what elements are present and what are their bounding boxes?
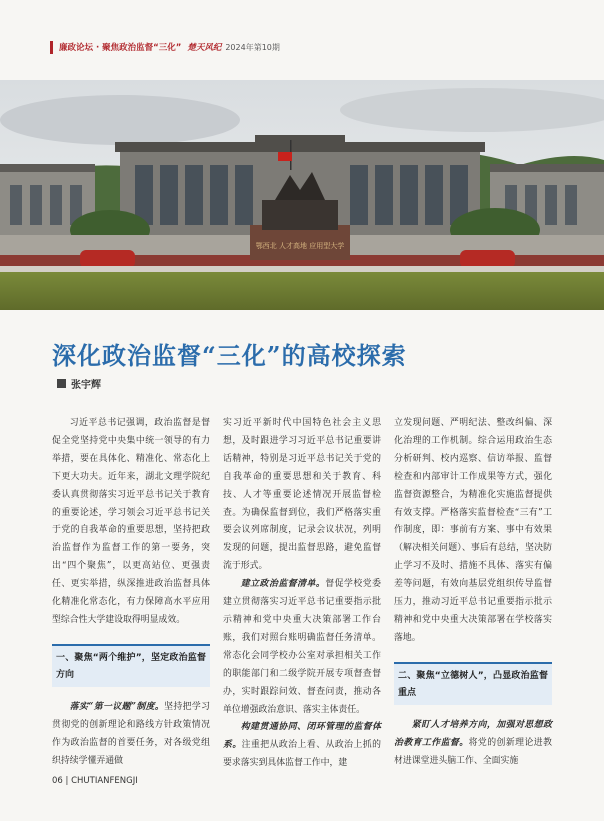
paragraph-lead: 落实“第一议题”制度。 (69, 701, 165, 712)
paragraph: 立发现问题、严明纪法、整改纠偏、深化治理的工作机制。综合运用政治生态分析研判、校内巡察、信访举报、监督检查和内部审计工作成果等方式，强化监督资源整合，为精准化实施监督提供有效支撑。严格落实监督检查“三有”工作制度，即：事前有方案、事中有效果（解决相关问题）、事后有总结，坚决防止学习不及时、措施不具体、落实有偏差等问题，有效向基层党组织传导监督压力，推动习近平总书记重要指示批示精神和党中央重大决策部署在学校落实落地。 (394, 418, 552, 643)
header-accent-bar (50, 41, 53, 54)
author-byline (57, 376, 101, 391)
header-section: 廉政论坛 · 聚焦政治监督“三化” (59, 43, 182, 53)
paragraph-lead: 建立政治监督清单。 (240, 579, 326, 590)
section-heading: 一、聚焦“两个维护”，坚定政治监督方向 (52, 644, 210, 687)
paragraph (223, 719, 381, 773)
paragraph (394, 717, 552, 771)
paragraph: 实习近平新时代中国特色社会主义思想，及时跟进学习习近平总书记重要讲话精神，特别是习近平总书记关于党的自我革命的重要思想和关于教育、科技、人才等重要论述情况开展监督检查。为确保监督到位，我们严格落实重要会议列席制度，记录会议状况，列明发现的问题，提出监督思路，避免监督流于形式。 (223, 418, 381, 572)
column-3 (394, 415, 552, 771)
running-header (50, 40, 280, 54)
column-1 (52, 415, 210, 771)
article-title: 深化政治监督“三化”的高校探索 (52, 341, 407, 370)
paragraph-body: 督促学校党委建立贯彻落实习近平总书记重要指示批示精神和党中央重大决策部署工作台账，我们对照台账明确监督任务清单。常态化会同学校办公室对承担相关工作的职能部门和二级学院开展专项督查督办，实时跟踪问效、督查问责，推动各单位增强政治意识、落实主体责任。 (223, 579, 382, 715)
paragraph (223, 576, 381, 719)
photo-banner-text: 鄂西北 人才高地 应用型大学 (255, 242, 345, 250)
campus-photo (0, 80, 604, 310)
issue-number: 2024年第10期 (225, 42, 280, 52)
magazine-logo: 楚天风纪 (187, 43, 222, 53)
author-name: 张宇辉 (71, 380, 101, 391)
magazine-name-latin: CHUTIANFENGJI (71, 776, 138, 786)
paragraph-body: 坚持把学习贯彻党的创新理论和路线方针政策情况作为政治监督的首要任务，对各级党组织持续学懂弄通做 (52, 701, 210, 766)
paragraph-body: 注重把从政治上看、从政治上抓的要求落实到具体监督工作中，建 (223, 740, 381, 769)
paragraph-lead: 构建贯通协同、闭环管理的监督体系。 (223, 722, 381, 751)
footer-separator: | (65, 776, 72, 786)
square-bullet-icon (57, 379, 66, 388)
paragraph-body: 将党的创新理论进教材进课堂进头脑工作、全面实施 (394, 737, 552, 766)
page-footer (52, 776, 138, 786)
paragraph (52, 699, 210, 771)
page-number: 06 (52, 776, 63, 786)
paragraph-lead: 紧盯人才培养方向，加强对思想政治教育工作监督。 (394, 719, 552, 748)
column-2 (223, 415, 381, 773)
paragraph: 习近平总书记强调，政治监督是督促全党坚持党中央集中统一领导的有力举措，要在具体化、精准化、常态化上下更大功夫。近年来，湖北文理学院纪委认真贯彻落实习近平总书记关于教育的重要论述，学习领会习近平总书记关于党的自我革命的重要思想，坚持把政治监督作为监督工作的第一要务，突出“四个聚焦”，以更高站位、更强责任、更实举措，纵深推进政治监督具体化精准化常态化，有力保障高水平应用型综合性大学建设取得明显成效。 (52, 418, 210, 625)
section-heading: 二、聚焦“立德树人”，凸显政治监督重点 (394, 662, 552, 705)
